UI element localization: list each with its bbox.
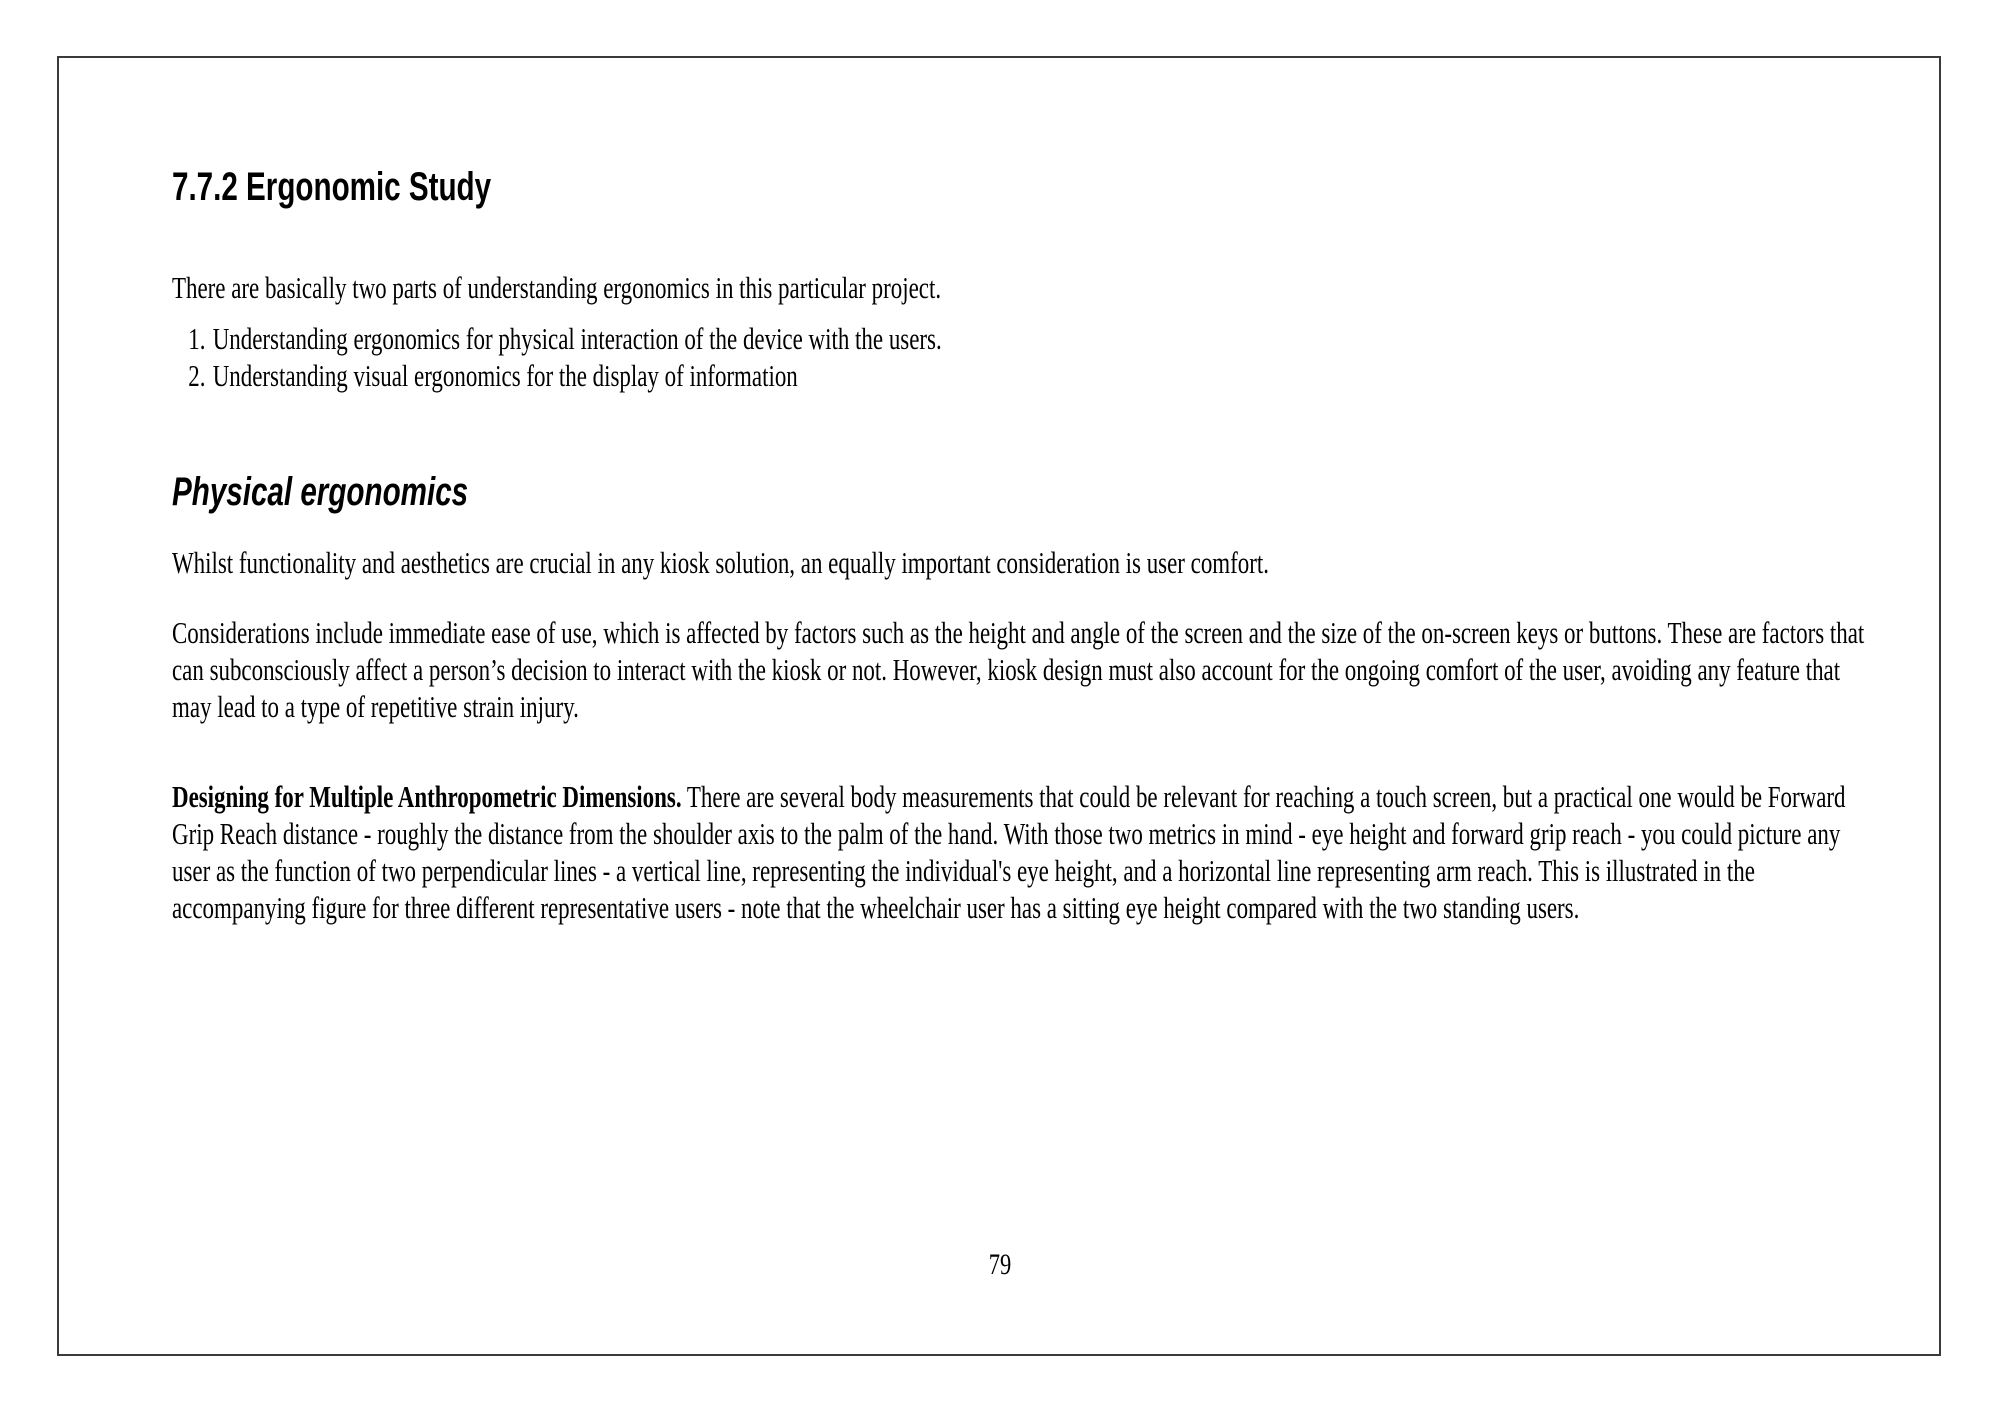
list-item-number: 2. (188, 358, 206, 393)
list-item (172, 320, 1873, 357)
numbered-list (172, 320, 1873, 394)
page-number (0, 1248, 2000, 1282)
list-item-number: 1. (188, 321, 206, 356)
list-item-text: Understanding ergonomics for physical interaction of the device with the users. (212, 321, 942, 356)
paragraph-anthropometric-body: There are several body measurements that could be relevant for reaching a touch screen, but a practical one would be Forward Grip Reach distance - roughly the distance from the shoulder axis to the palm of the hand. With those two metrics in mind - eye height and forward grip reach - you could picture any user as the function of two perpendicular lines - a vertical line, representing the individual's eye height, and a horizontal line representing arm reach. This is illustrated in the accompanying figure for three different representative users - note that the wheelchair user has a sitting eye height compared with the two standing users. (172, 779, 1846, 925)
section-heading: 7.7.2 Ergonomic Study (172, 165, 492, 209)
paragraph-anthropometric (172, 778, 1873, 926)
page-content (172, 165, 1873, 926)
paragraph-anthropometric-lead: Designing for Multiple Anthropometric Dimensions. (172, 779, 682, 814)
paragraph-considerations: Considerations include immediate ease of use, which is affected by factors such as the height and angle of the screen and the size of the on-screen keys or buttons. These are factors that can subconsciously affect a person’s decision to interact with the kiosk or not. However, kiosk design must also account for the ongoing comfort of the user, avoiding any feature that may lead to a type of repetitive strain injury. (172, 615, 1865, 724)
subsection-heading: Physical ergonomics (172, 470, 469, 514)
paragraph-user-comfort: Whilst functionality and aesthetics are crucial in any kiosk solution, an equally important consideration is user comfort. (172, 545, 1270, 580)
list-item-text: Understanding visual ergonomics for the display of information (212, 358, 798, 393)
list-item (172, 357, 1873, 394)
intro-paragraph: There are basically two parts of understanding ergonomics in this particular project. (172, 270, 942, 305)
page-number-value: 79 (988, 1248, 1012, 1281)
